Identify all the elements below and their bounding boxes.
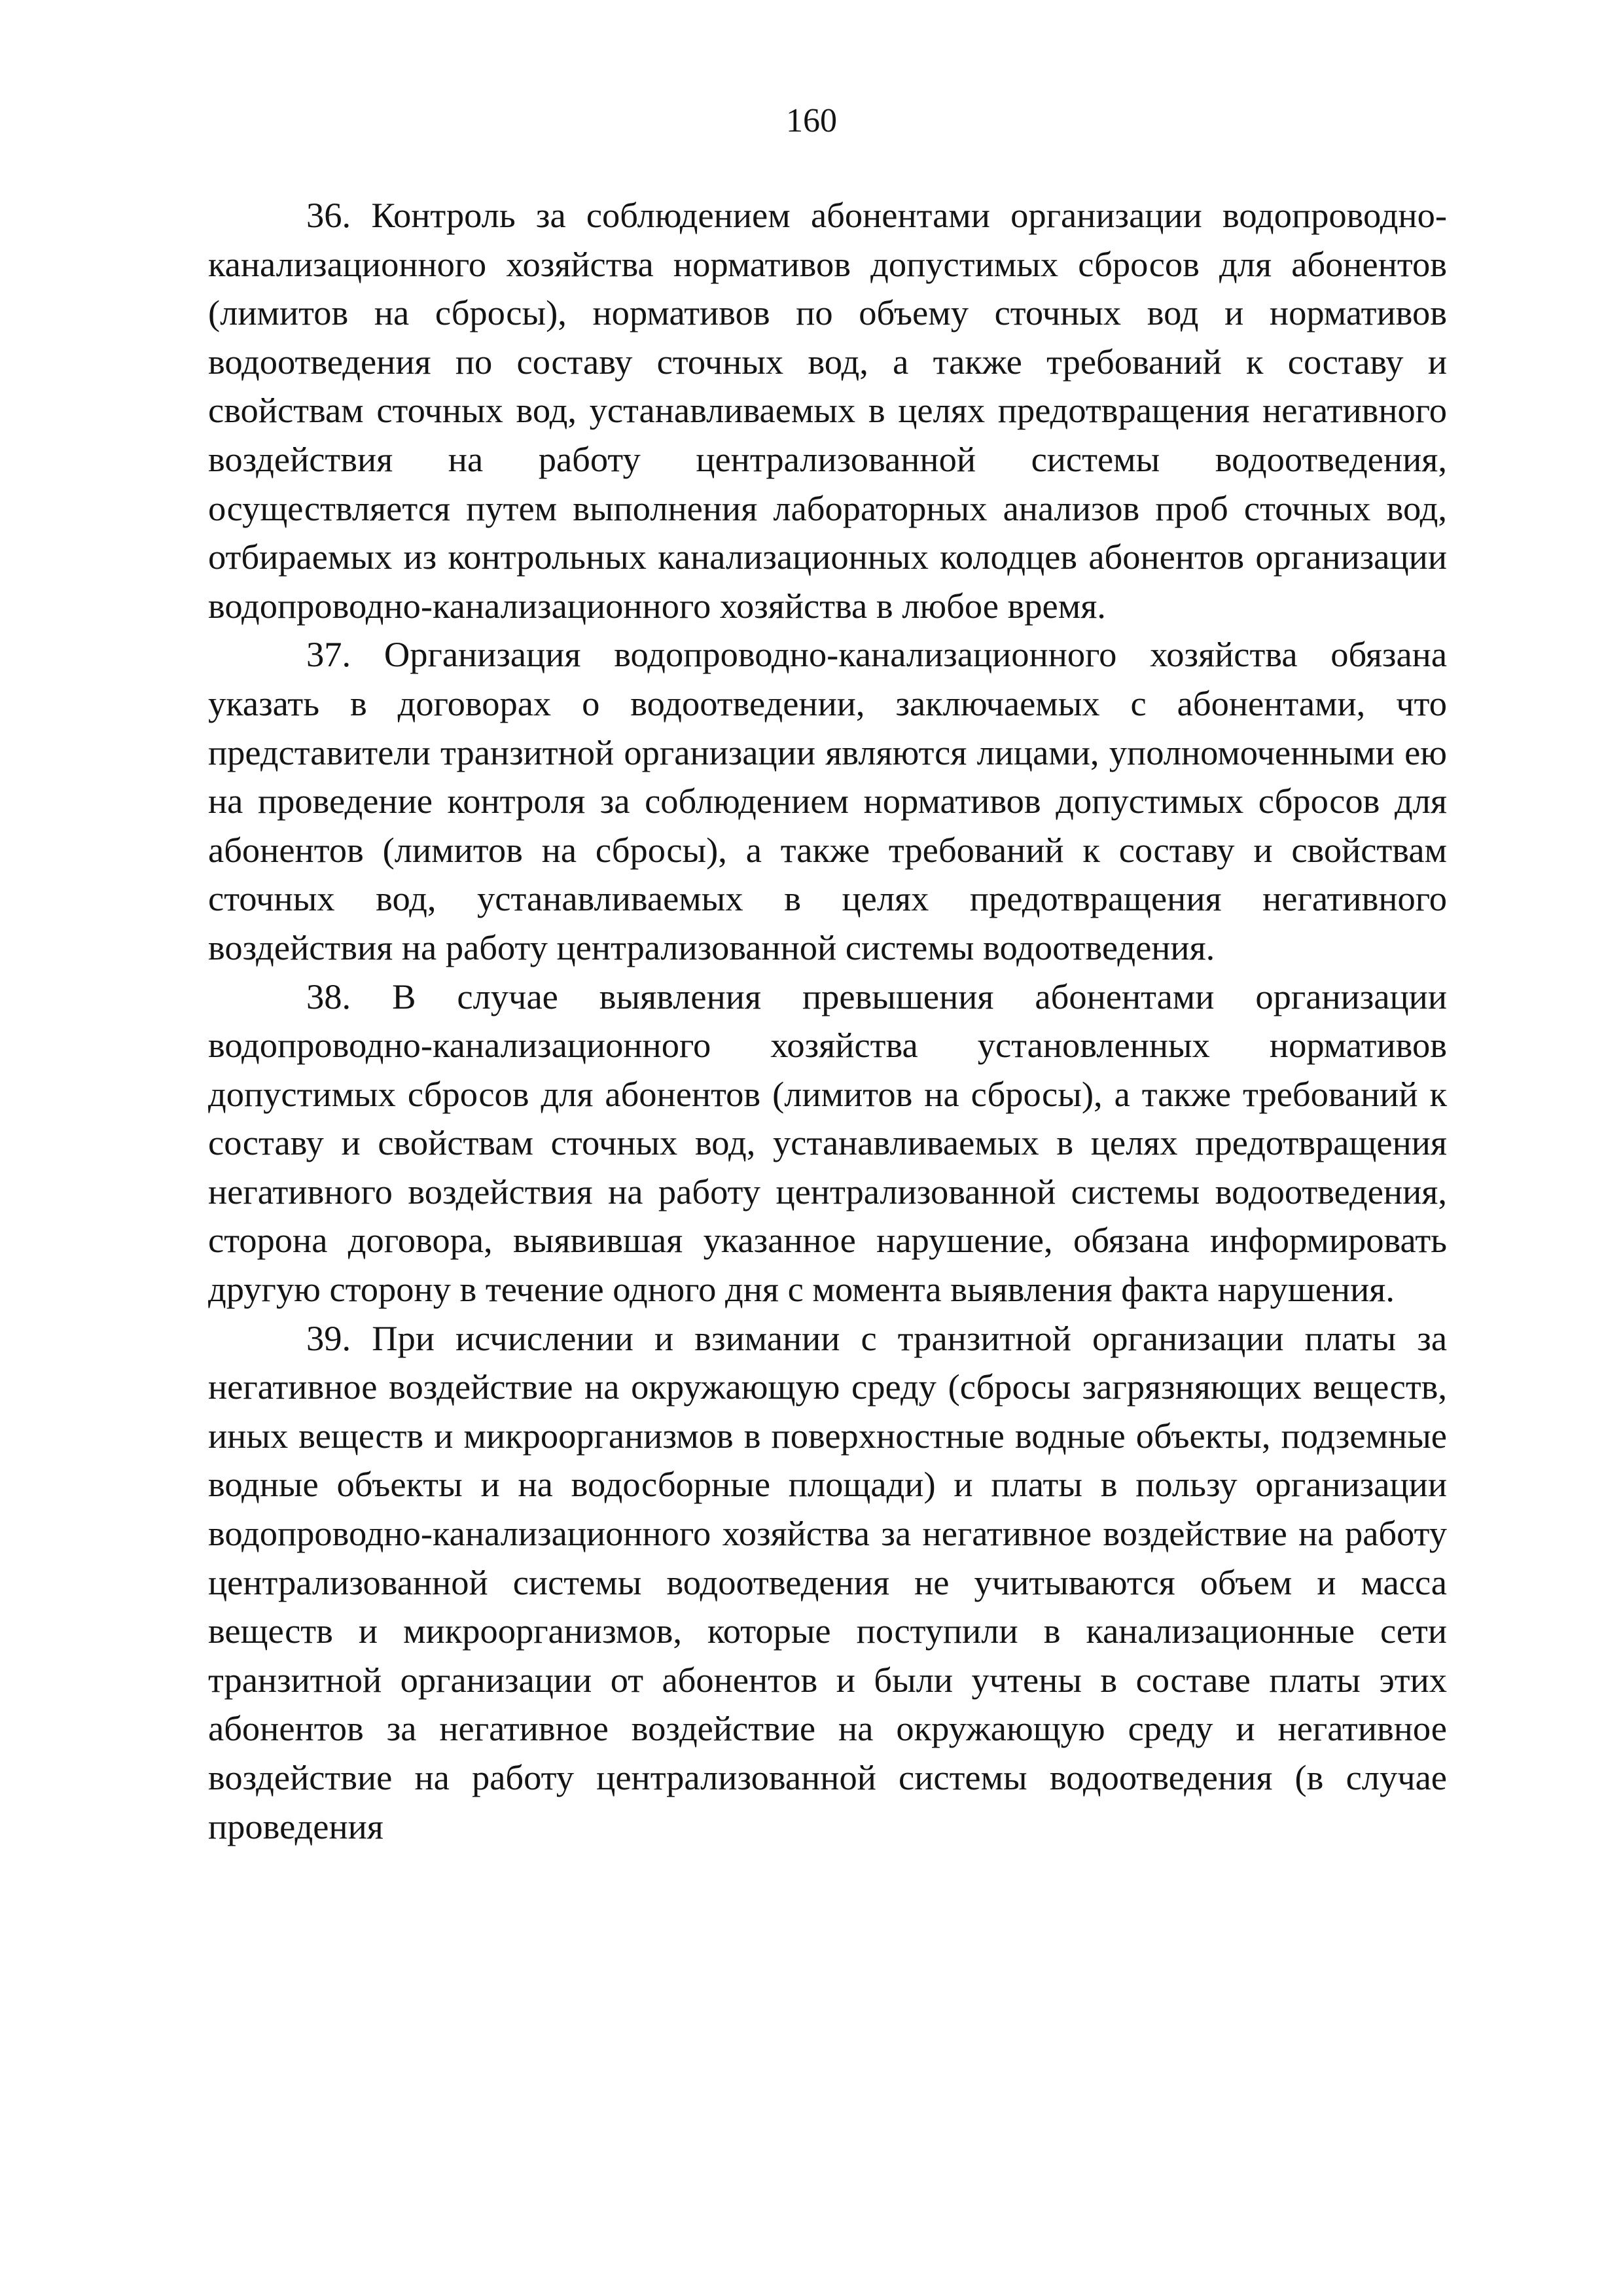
paragraph-number: 37. bbox=[306, 634, 351, 675]
paragraph-36 bbox=[208, 191, 1447, 630]
paragraph-text: При исчислении и взимании с транзитной организации платы за негативное воздействие на окружающую среду (сбросы загрязняющих веществ, иных веществ и микроорганизмов в поверхностные водные объекты, подземные водные объекты и на водосборные площади) и платы в пользу организации водопроводно-канализационного хозяйства за негативное воздействие на работу централизованной системы водоотведения не учитываются объем и масса веществ и микроорганизмов, которые поступили в канализационные сети транзитной организации от абонентов и были учтены в составе платы этих абонентов за негативное воздействие на окружающую среду и негативное воздействие на работу централизованной системы водоотведения (в случае проведения bbox=[208, 1318, 1448, 1846]
paragraph-text: Организация водопроводно-канализационного хозяйства обязана указать в договорах о водоотведении, заключаемых с абонентами, что представители транзитной организации являются лицами, уполномоченными ею на проведение контроля за соблюдением нормативов допустимых сбросов для абонентов (лимитов на сбросы), а также требований к составу и свойствам сточных вод, устанавливаемых в целях предотвращения негативного воздействия на работу централизованной системы водоотведения. bbox=[208, 634, 1448, 967]
document-body bbox=[208, 191, 1447, 1851]
paragraph-number: 39. bbox=[306, 1318, 351, 1358]
page-number: 160 bbox=[786, 102, 837, 139]
paragraph-number: 38. bbox=[306, 976, 351, 1016]
paragraph-text: Контроль за соблюдением абонентами организации водопроводно-канализационного хозяйства нормативов допустимых сбросов для абонентов (лимитов на сбросы), нормативов по объему сточных вод и нормативов водоотведения по составу сточных вод, а также требований к составу и свойствам сточных вод, устанавливаемых в целях предотвращения негативного воздействия на работу централизованной системы водоотведения, осуществляется путем выполнения лабораторных анализов проб сточных вод, отбираемых из контрольных канализационных колодцев абонентов организации водопроводно-канализационного хозяйства в любое время. bbox=[208, 195, 1447, 626]
paragraph-37 bbox=[208, 630, 1447, 972]
paragraph-38 bbox=[208, 973, 1447, 1314]
paragraph-text: В случае выявления превышения абонентами организации водопроводно-канализационного хозяйства установленных нормативов допустимых сбросов для абонентов (лимитов на сбросы), а также требований к составу и свойствам сточных вод, устанавливаемых в целях предотвращения негативного воздействия на работу централизованной системы водоотведения, сторона договора, выявившая указанное нарушение, обязана информировать другую сторону в течение одного дня с момента выявления факта нарушения. bbox=[208, 976, 1448, 1310]
paragraph-number: 36. bbox=[306, 195, 351, 235]
paragraph-39 bbox=[208, 1314, 1447, 1852]
